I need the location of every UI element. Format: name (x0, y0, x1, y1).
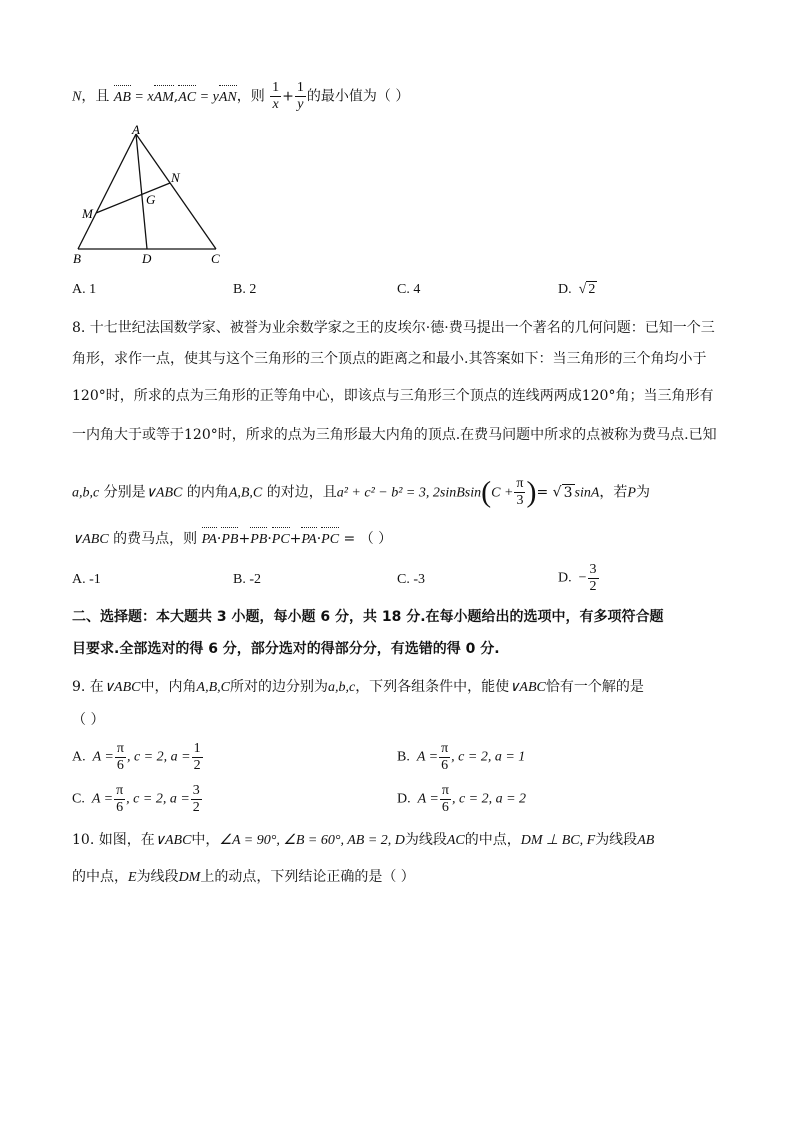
q7-stem: N，且 AB = xAM,AC = yAN，则 $\frac{1}{x}$ + $\frac{1}{y}$ 的最小值为（ ） (72, 80, 410, 112)
q7-option-a[interactable]: A. 1 (72, 282, 97, 297)
q9-option-a[interactable]: A. A = $\frac{\pi}{6}$ , c = 2, a = $\frac{1}{2}$ (72, 741, 201, 773)
q8-option-c[interactable]: C. -3 (397, 572, 425, 587)
q9-option-b[interactable]: B. A = $\frac{\pi}{6}$ , c = 2, a = 1 (397, 741, 526, 773)
q7-option-d[interactable]: D. √ 2 (558, 282, 596, 297)
q8-line-6: ∨ABC 的费马点，则 PA·PB+PB·PC+PA·PC = （ ） (72, 529, 392, 550)
q8-option-a[interactable]: A. -1 (72, 572, 101, 587)
label-c: C (211, 251, 220, 266)
label-g: G (146, 192, 156, 207)
q9-stem: 9. 在∨ABC中，内角A,B,C所对的边分别为a,b,c，下列各组条件中，能使∨ABC恰有一个解的是 (72, 679, 644, 695)
q8-line-2: 角形，求作一点，使其与这个三角形的三个顶点的距离之和最小.其答案如下：当三角形的三个角均小于 (72, 351, 707, 367)
label-d: D (142, 251, 152, 266)
q10-stem-line-2: 的中点，E为线段DM上的动点，下列结论正确的是（ ） (72, 869, 415, 885)
q9-answer-paren: （ ） (72, 712, 105, 728)
fraction-pi-over-3: $\frac{\pi}{3}$ (516, 476, 524, 508)
q7-option-c[interactable]: C. 4 (397, 282, 421, 297)
q8-line-1: 8. 十七世纪法国数学家、被誉为业余数学家之王的皮埃尔·德·费马提出一个著名的几何问题：已知一个三 (72, 320, 715, 336)
section-2-heading-line-2: 目要求.全部选对的得 6 分，部分选对的得部分分，有选错的得 0 分. (72, 641, 500, 657)
q8-line-5: a,b,c 分别是∨ABC 的内角A,B,C 的对边，且a² + c² − b² = 3, 2sinBsin(C + $\frac{\pi}{3}$ )= √ 3 sinA，若P为 (72, 475, 650, 509)
vector-ac: AC (178, 88, 196, 108)
label-a: A (132, 122, 140, 137)
fraction-1-over-y: $\frac{1}{y}$ (296, 80, 304, 112)
fraction-1-over-x: $\frac{1}{x}$ (272, 80, 280, 112)
q8-line-4: 一内角大于或等于120°时，所求的点为三角形最大内角的顶点.在费马问题中所求的点被称为费马点.已知 (72, 427, 717, 443)
vector-am: AM (154, 88, 174, 108)
vector-an: AN (219, 88, 237, 108)
q8-line-3: 120°时，所求的点为三角形的正等角中心，即该点与三角形三个顶点的连线两两成120°角；当三角形有 (72, 388, 714, 404)
label-b: B (73, 251, 81, 266)
q7-lead: N (72, 89, 82, 105)
q8-option-b[interactable]: B. -2 (233, 572, 261, 587)
section-2-heading-line-1: 二、选择题：本大题共 3 小题，每小题 6 分，共 18 分.在每小题给出的选项中，有多项符合题 (72, 609, 664, 625)
triangle-figure (70, 122, 230, 267)
q8-option-d[interactable]: D. − $\frac{3}{2}$ (558, 562, 597, 594)
vector-ab: AB (114, 88, 131, 108)
label-m: M (82, 206, 93, 221)
label-n: N (171, 170, 180, 185)
segment-mn (96, 183, 170, 213)
q7-option-b[interactable]: B. 2 (233, 282, 257, 297)
side-ab (78, 134, 136, 249)
q9-option-d[interactable]: D. A = $\frac{\pi}{6}$ , c = 2, a = 2 (397, 783, 527, 815)
q9-option-c[interactable]: C. A = $\frac{\pi}{6}$ , c = 2, a = $\frac{3}{2}$ (72, 783, 200, 815)
q10-stem-line-1: 10. 如图，在∨ABC中，∠A = 90°, ∠B = 60°, AB = 2, D为线段AC的中点，DM ⊥ BC, F为线段AB (72, 832, 655, 848)
